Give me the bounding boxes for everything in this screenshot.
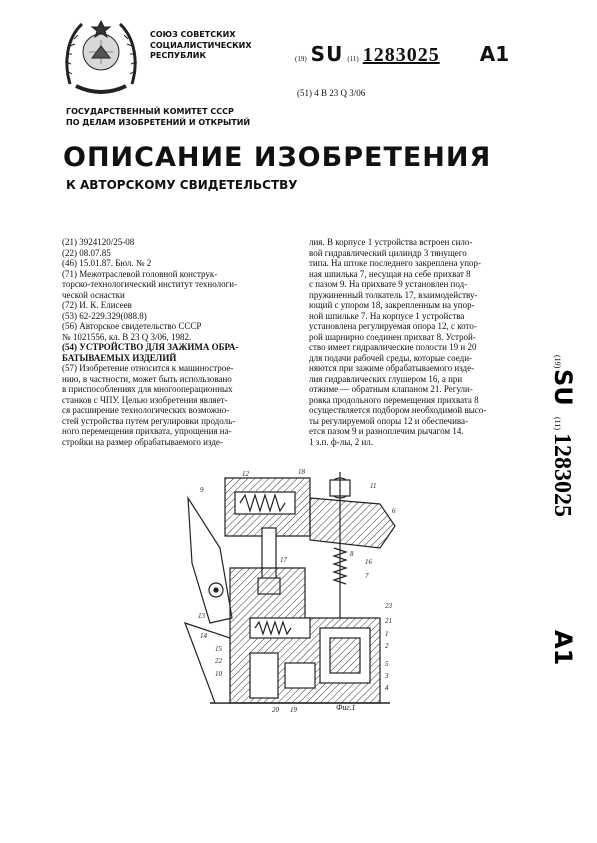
part-label: 13 (198, 612, 205, 620)
part-label: 18 (298, 468, 305, 476)
left-column (62, 237, 290, 447)
abstract-line: ся расширение технологических возможно- (62, 405, 230, 415)
abstract-line: ровка продольного перемещения прихвата 8 (309, 394, 479, 405)
bib-field: (22) 08.07.85 (62, 247, 111, 258)
abstract-line: установлена регулируемая опора 12, с кото- (309, 321, 477, 331)
invention-name: БАТЫВАЕМЫХ ИЗДЕЛИЙ (62, 352, 177, 363)
bib-field: (46) 15.01.87. Бюл. № 2 (62, 258, 152, 268)
abstract-line: осуществляется подбором необходимой высо- (309, 405, 487, 415)
union-line: СОЮЗ СОВЕТСКИХ (150, 30, 236, 39)
abstract-line: ющий с упором 18, закрепленным на упор- (309, 300, 475, 310)
ussr-emblem-icon (62, 14, 140, 96)
side-country: SU (549, 369, 577, 406)
part-label: 4 (385, 684, 389, 692)
abstract-line: вой гидравлический цилиндр 3 тянущего (309, 247, 467, 258)
abstract-line: стройки на размер обрабатываемого изде- (62, 436, 223, 447)
abstract-line: типа. На штоке последнего закреплена упор- (309, 258, 482, 268)
bib-field: (53) 62-229.329(088.8) (62, 310, 147, 321)
ipc-classification: (51) 4 B 23 Q 3/06 (297, 88, 366, 98)
bib-field: (72) И. К. Елисеев (62, 300, 132, 310)
abstract-line: ная шпилька 7, несущая на себе прихват 8 (309, 268, 471, 279)
part-label: 19 (290, 706, 297, 714)
invention-name: (54) УСТРОЙСТВО ДЛЯ ЗАЖИМА ОБРА- (62, 342, 239, 352)
side-code-19: (19) (553, 355, 562, 369)
abstract-line: станков с ЧПУ. Целью изобретения являет- (62, 394, 228, 405)
bib-field: № 1021556, кл. В 23 Q 3/06, 1982. (62, 331, 192, 342)
abstract-line: няются при зажиме обрабатываемого изде- (309, 363, 475, 373)
part-label: 15 (215, 645, 222, 653)
abstract-line: пружиненный толкатель 17, взаимодейству- (309, 289, 478, 300)
patent-header-number (295, 42, 509, 67)
country-code: SU (310, 42, 344, 66)
union-line: РЕСПУБЛИК (150, 51, 207, 60)
part-label: 23 (385, 602, 392, 610)
abstract-line: лия гидравлических глушером 16, а при (309, 373, 463, 384)
abstract-line: лия. В корпусе 1 устройства встроен сило- (309, 237, 473, 247)
part-label: 22 (215, 657, 222, 665)
bib-field: (56) Авторское свидетельство СССР (62, 321, 202, 331)
side-kind: A1 (549, 630, 577, 666)
part-label: 3 (385, 672, 389, 680)
code-11: (11) (347, 55, 359, 63)
abstract-line: нию, в частности, может быть использовано (62, 373, 232, 384)
bib-field: (21) 3924120/25-08 (62, 237, 135, 247)
abstract-line: ной шпильке 7. На корпусе 1 устройства (309, 310, 465, 321)
abstract-line: стей устройства путем регулировки продоль- (62, 415, 236, 426)
abstract-line: для подачи рабочей среды, которые соеди- (309, 352, 473, 363)
document-title: ОПИСАНИЕ ИЗОБРЕТЕНИЯ (63, 142, 492, 173)
abstract-line: отжиме — обратным клапаном 21. Регули- (309, 384, 473, 394)
mechanism-drawing (180, 468, 405, 718)
part-label: 8 (350, 550, 354, 558)
part-label: 9 (200, 486, 204, 494)
patent-number: 1283025 (362, 44, 440, 66)
part-label: 17 (280, 556, 287, 564)
committee-name (66, 107, 250, 128)
union-line: СОЦИАЛИСТИЧЕСКИХ (150, 40, 252, 50)
part-label: 10 (215, 670, 222, 678)
abstract-line: с пазом 9. На прихвате 9 установлен под- (309, 279, 468, 289)
abstract-line: 1 з.п. ф-лы, 2 ил. (309, 436, 374, 447)
abstract-line: ты регулируемой опоры 12 и обеспечива- (309, 415, 469, 426)
committee-line: ГОСУДАРСТВЕННЫЙ КОМИТЕТ СССР (66, 107, 234, 116)
bib-field: ческой оснастки (62, 289, 125, 300)
part-label: 11 (370, 482, 377, 490)
right-column (309, 237, 534, 447)
part-label: 5 (385, 660, 389, 668)
figure-caption: Фиг.1 (336, 703, 356, 712)
code-19: (19) (295, 55, 307, 63)
part-label: 7 (365, 572, 369, 580)
side-patent-number (545, 355, 585, 685)
union-name (150, 30, 252, 62)
side-patent-number-text: 1283025 (549, 433, 575, 517)
part-label: 6 (392, 507, 396, 515)
abstract-line: рой шарнирно соединен прихват 8. Устрой- (309, 331, 476, 342)
part-label: 21 (385, 617, 392, 625)
abstract-line: ство имеет гидравлические полости 19 и 20 (309, 342, 477, 352)
part-label: 14 (200, 632, 207, 640)
abstract-line: ного перемещения прихвата, упрощения на- (62, 426, 232, 436)
kind-code: A1 (479, 42, 510, 66)
abstract-line: ется пазом 9 и разноплечим рычагом 14. (309, 426, 464, 436)
part-label: 12 (242, 470, 249, 478)
side-code-11: (11) (553, 417, 562, 431)
part-label: 1 (385, 630, 389, 638)
part-label: 16 (365, 558, 372, 566)
document-subtitle: К АВТОРСКОМУ СВИДЕТЕЛЬСТВУ (66, 178, 298, 192)
part-label: 20 (272, 706, 279, 714)
part-label: 2 (385, 642, 389, 650)
abstract-line: (57) Изобретение относится к машинострое- (62, 363, 234, 373)
committee-line: ПО ДЕЛАМ ИЗОБРЕТЕНИЙ И ОТКРЫТИЙ (66, 117, 251, 127)
bib-field: (71) Межотраслевой головной конструк- (62, 268, 218, 279)
abstract-line: в приспособлениях для многооперационных (62, 384, 233, 394)
bib-field: торско-технологический институт технологи- (62, 279, 238, 289)
